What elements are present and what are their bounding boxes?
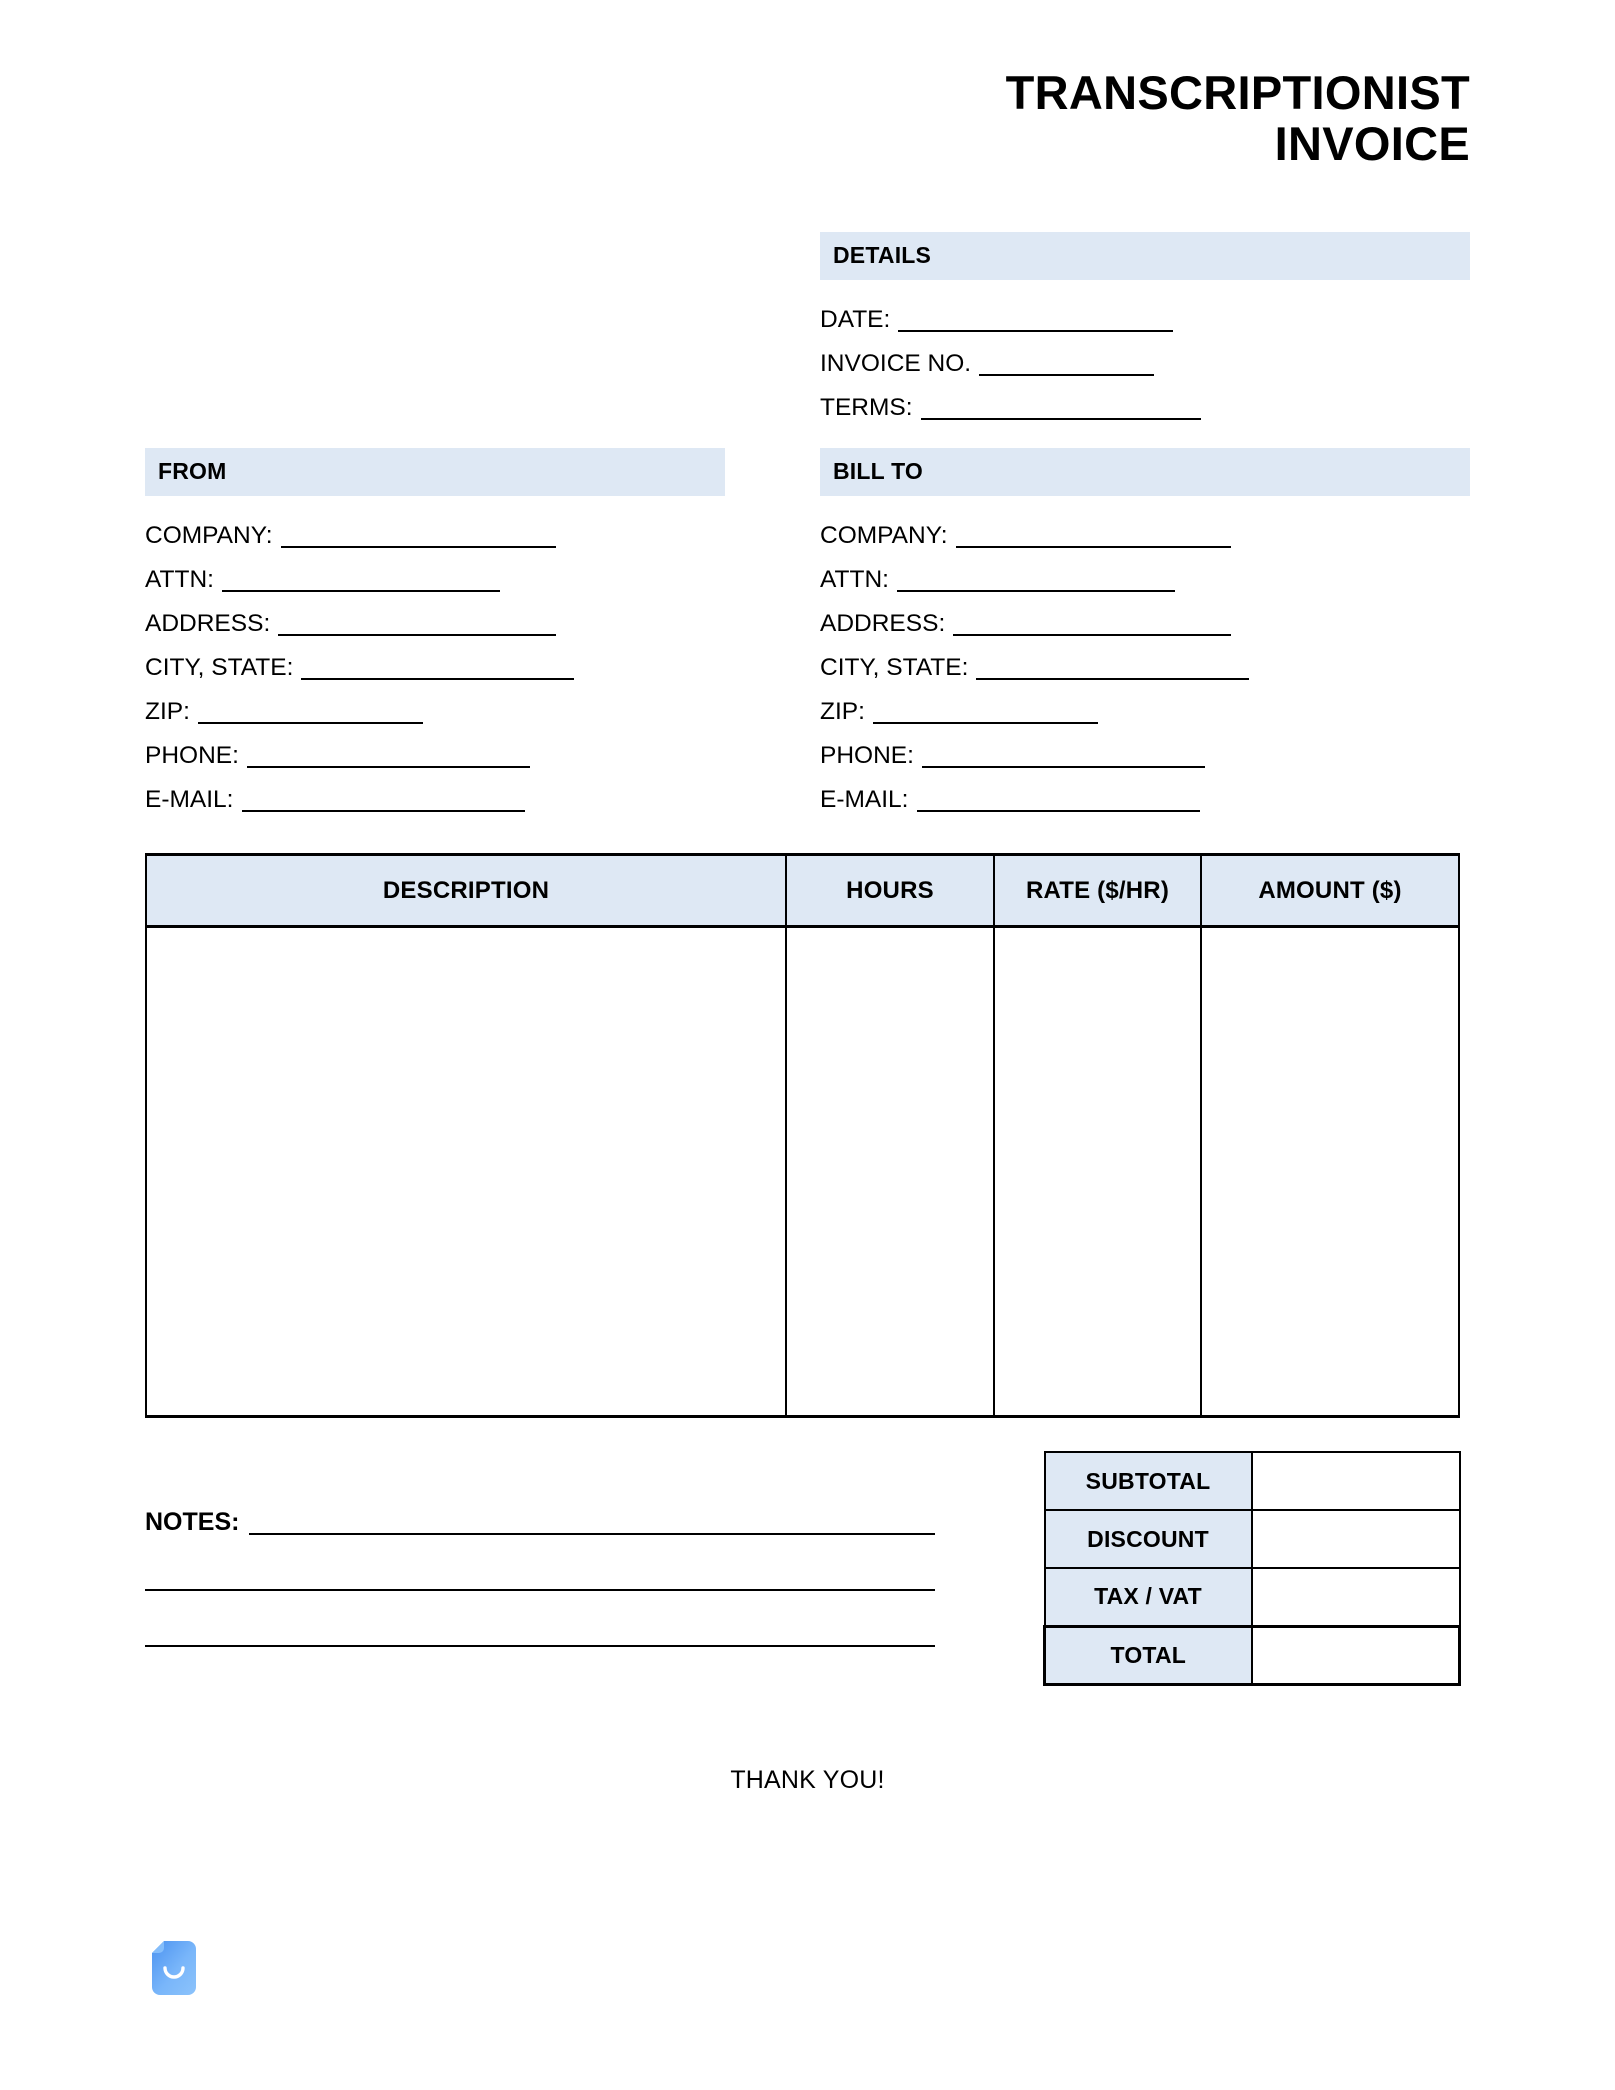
- from-field-attn[interactable]: [145, 548, 725, 592]
- bill-to-heading: BILL TO: [820, 448, 1470, 496]
- column-header-rate: RATE ($/HR): [994, 855, 1201, 927]
- bill-to-input-phone[interactable]: [922, 747, 1205, 768]
- from-input-company[interactable]: [281, 527, 556, 548]
- document-smile-icon: [150, 1940, 198, 1996]
- bill-to-input-city-state[interactable]: [976, 659, 1249, 680]
- bill-to-input-email[interactable]: [917, 791, 1200, 812]
- field-label-date: DATE:: [820, 305, 891, 333]
- cell-description[interactable]: [146, 927, 786, 1417]
- field-input-terms[interactable]: [921, 399, 1201, 420]
- totals-label-total: TOTAL: [1045, 1626, 1252, 1684]
- totals-value-discount[interactable]: [1252, 1510, 1460, 1568]
- bill-to-label-phone: PHONE:: [820, 741, 914, 769]
- totals-label-tax-vat: TAX / VAT: [1045, 1568, 1252, 1626]
- from-input-city-state[interactable]: [301, 659, 574, 680]
- bill-to-field-phone[interactable]: [820, 724, 1470, 768]
- notes-section: [145, 1487, 935, 1647]
- bill-to-label-company: COMPANY:: [820, 521, 948, 549]
- field-input-invoice-no[interactable]: [979, 355, 1154, 376]
- line-items-table: [145, 853, 1460, 1418]
- from-heading: FROM: [145, 448, 725, 496]
- notes-input-line-1[interactable]: [249, 1513, 935, 1535]
- field-invoice-no[interactable]: [820, 332, 1470, 376]
- line-items-header-row: [146, 855, 1459, 927]
- bill-to-field-city-state[interactable]: [820, 636, 1470, 680]
- from-input-zip[interactable]: [198, 703, 423, 724]
- bill-to-label-address: ADDRESS:: [820, 609, 946, 637]
- from-field-city-state[interactable]: [145, 636, 725, 680]
- bill-to-input-attn[interactable]: [897, 571, 1175, 592]
- column-header-hours: HOURS: [786, 855, 994, 927]
- from-field-phone[interactable]: [145, 724, 725, 768]
- notes-first-line[interactable]: [145, 1487, 935, 1535]
- totals-table: [1043, 1451, 1461, 1686]
- from-fields: [145, 504, 725, 812]
- totals-value-tax-vat[interactable]: [1252, 1568, 1460, 1626]
- bill-to-label-email: E-MAIL:: [820, 785, 909, 813]
- from-field-company[interactable]: [145, 504, 725, 548]
- totals-label-discount: DISCOUNT: [1045, 1510, 1252, 1568]
- field-terms[interactable]: [820, 376, 1470, 420]
- bill-to-field-zip[interactable]: [820, 680, 1470, 724]
- notes-input-line-3[interactable]: [145, 1591, 935, 1647]
- bill-to-input-zip[interactable]: [873, 703, 1098, 724]
- from-input-email[interactable]: [242, 791, 525, 812]
- notes-label: NOTES:: [145, 1508, 240, 1536]
- field-label-invoice-no: INVOICE NO.: [820, 349, 972, 377]
- page-title: [570, 68, 1470, 170]
- field-date[interactable]: [820, 288, 1470, 332]
- title-line-2: INVOICE: [1274, 116, 1470, 170]
- bill-to-field-email[interactable]: [820, 768, 1470, 812]
- cell-amount[interactable]: [1201, 927, 1459, 1417]
- from-input-attn[interactable]: [222, 571, 500, 592]
- line-items-body-row: [146, 927, 1459, 1417]
- details-fields: [820, 288, 1470, 420]
- cell-hours[interactable]: [786, 927, 994, 1417]
- field-label-terms: TERMS:: [820, 393, 913, 421]
- column-header-description: DESCRIPTION: [146, 855, 786, 927]
- bill-to-label-zip: ZIP:: [820, 697, 865, 725]
- totals-row-total: [1045, 1626, 1460, 1684]
- totals-label-subtotal: SUBTOTAL: [1045, 1452, 1252, 1510]
- bill-to-fields: [820, 504, 1470, 812]
- from-label-phone: PHONE:: [145, 741, 239, 769]
- from-field-address[interactable]: [145, 592, 725, 636]
- details-heading: DETAILS: [820, 232, 1470, 280]
- bill-to-field-company[interactable]: [820, 504, 1470, 548]
- from-label-city-state: CITY, STATE:: [145, 653, 294, 681]
- bill-to-field-address[interactable]: [820, 592, 1470, 636]
- column-header-amount: AMOUNT ($): [1201, 855, 1459, 927]
- from-section: [145, 448, 725, 812]
- bill-to-label-attn: ATTN:: [820, 565, 889, 593]
- totals-value-total[interactable]: [1252, 1626, 1460, 1684]
- from-input-address[interactable]: [278, 615, 556, 636]
- from-input-phone[interactable]: [247, 747, 530, 768]
- from-field-zip[interactable]: [145, 680, 725, 724]
- bill-to-label-city-state: CITY, STATE:: [820, 653, 969, 681]
- thank-you-note: THANK YOU!: [730, 1766, 885, 1794]
- totals-row-tax-vat: [1045, 1568, 1460, 1626]
- from-label-company: COMPANY:: [145, 521, 273, 549]
- cell-rate[interactable]: [994, 927, 1201, 1417]
- from-label-zip: ZIP:: [145, 697, 190, 725]
- details-section: [820, 232, 1470, 420]
- logo: [150, 1940, 198, 1996]
- bill-to-input-company[interactable]: [956, 527, 1231, 548]
- from-field-email[interactable]: [145, 768, 725, 812]
- from-label-attn: ATTN:: [145, 565, 214, 593]
- from-label-email: E-MAIL:: [145, 785, 234, 813]
- bill-to-field-attn[interactable]: [820, 548, 1470, 592]
- totals-value-subtotal[interactable]: [1252, 1452, 1460, 1510]
- bill-to-input-address[interactable]: [953, 615, 1231, 636]
- bill-to-section: [820, 448, 1470, 812]
- from-label-address: ADDRESS:: [145, 609, 271, 637]
- totals-row-discount: [1045, 1510, 1460, 1568]
- field-input-date[interactable]: [898, 311, 1173, 332]
- notes-input-line-2[interactable]: [145, 1535, 935, 1591]
- title-line-1: TRANSCRIPTIONIST: [1005, 66, 1470, 119]
- totals-row-subtotal: [1045, 1452, 1460, 1510]
